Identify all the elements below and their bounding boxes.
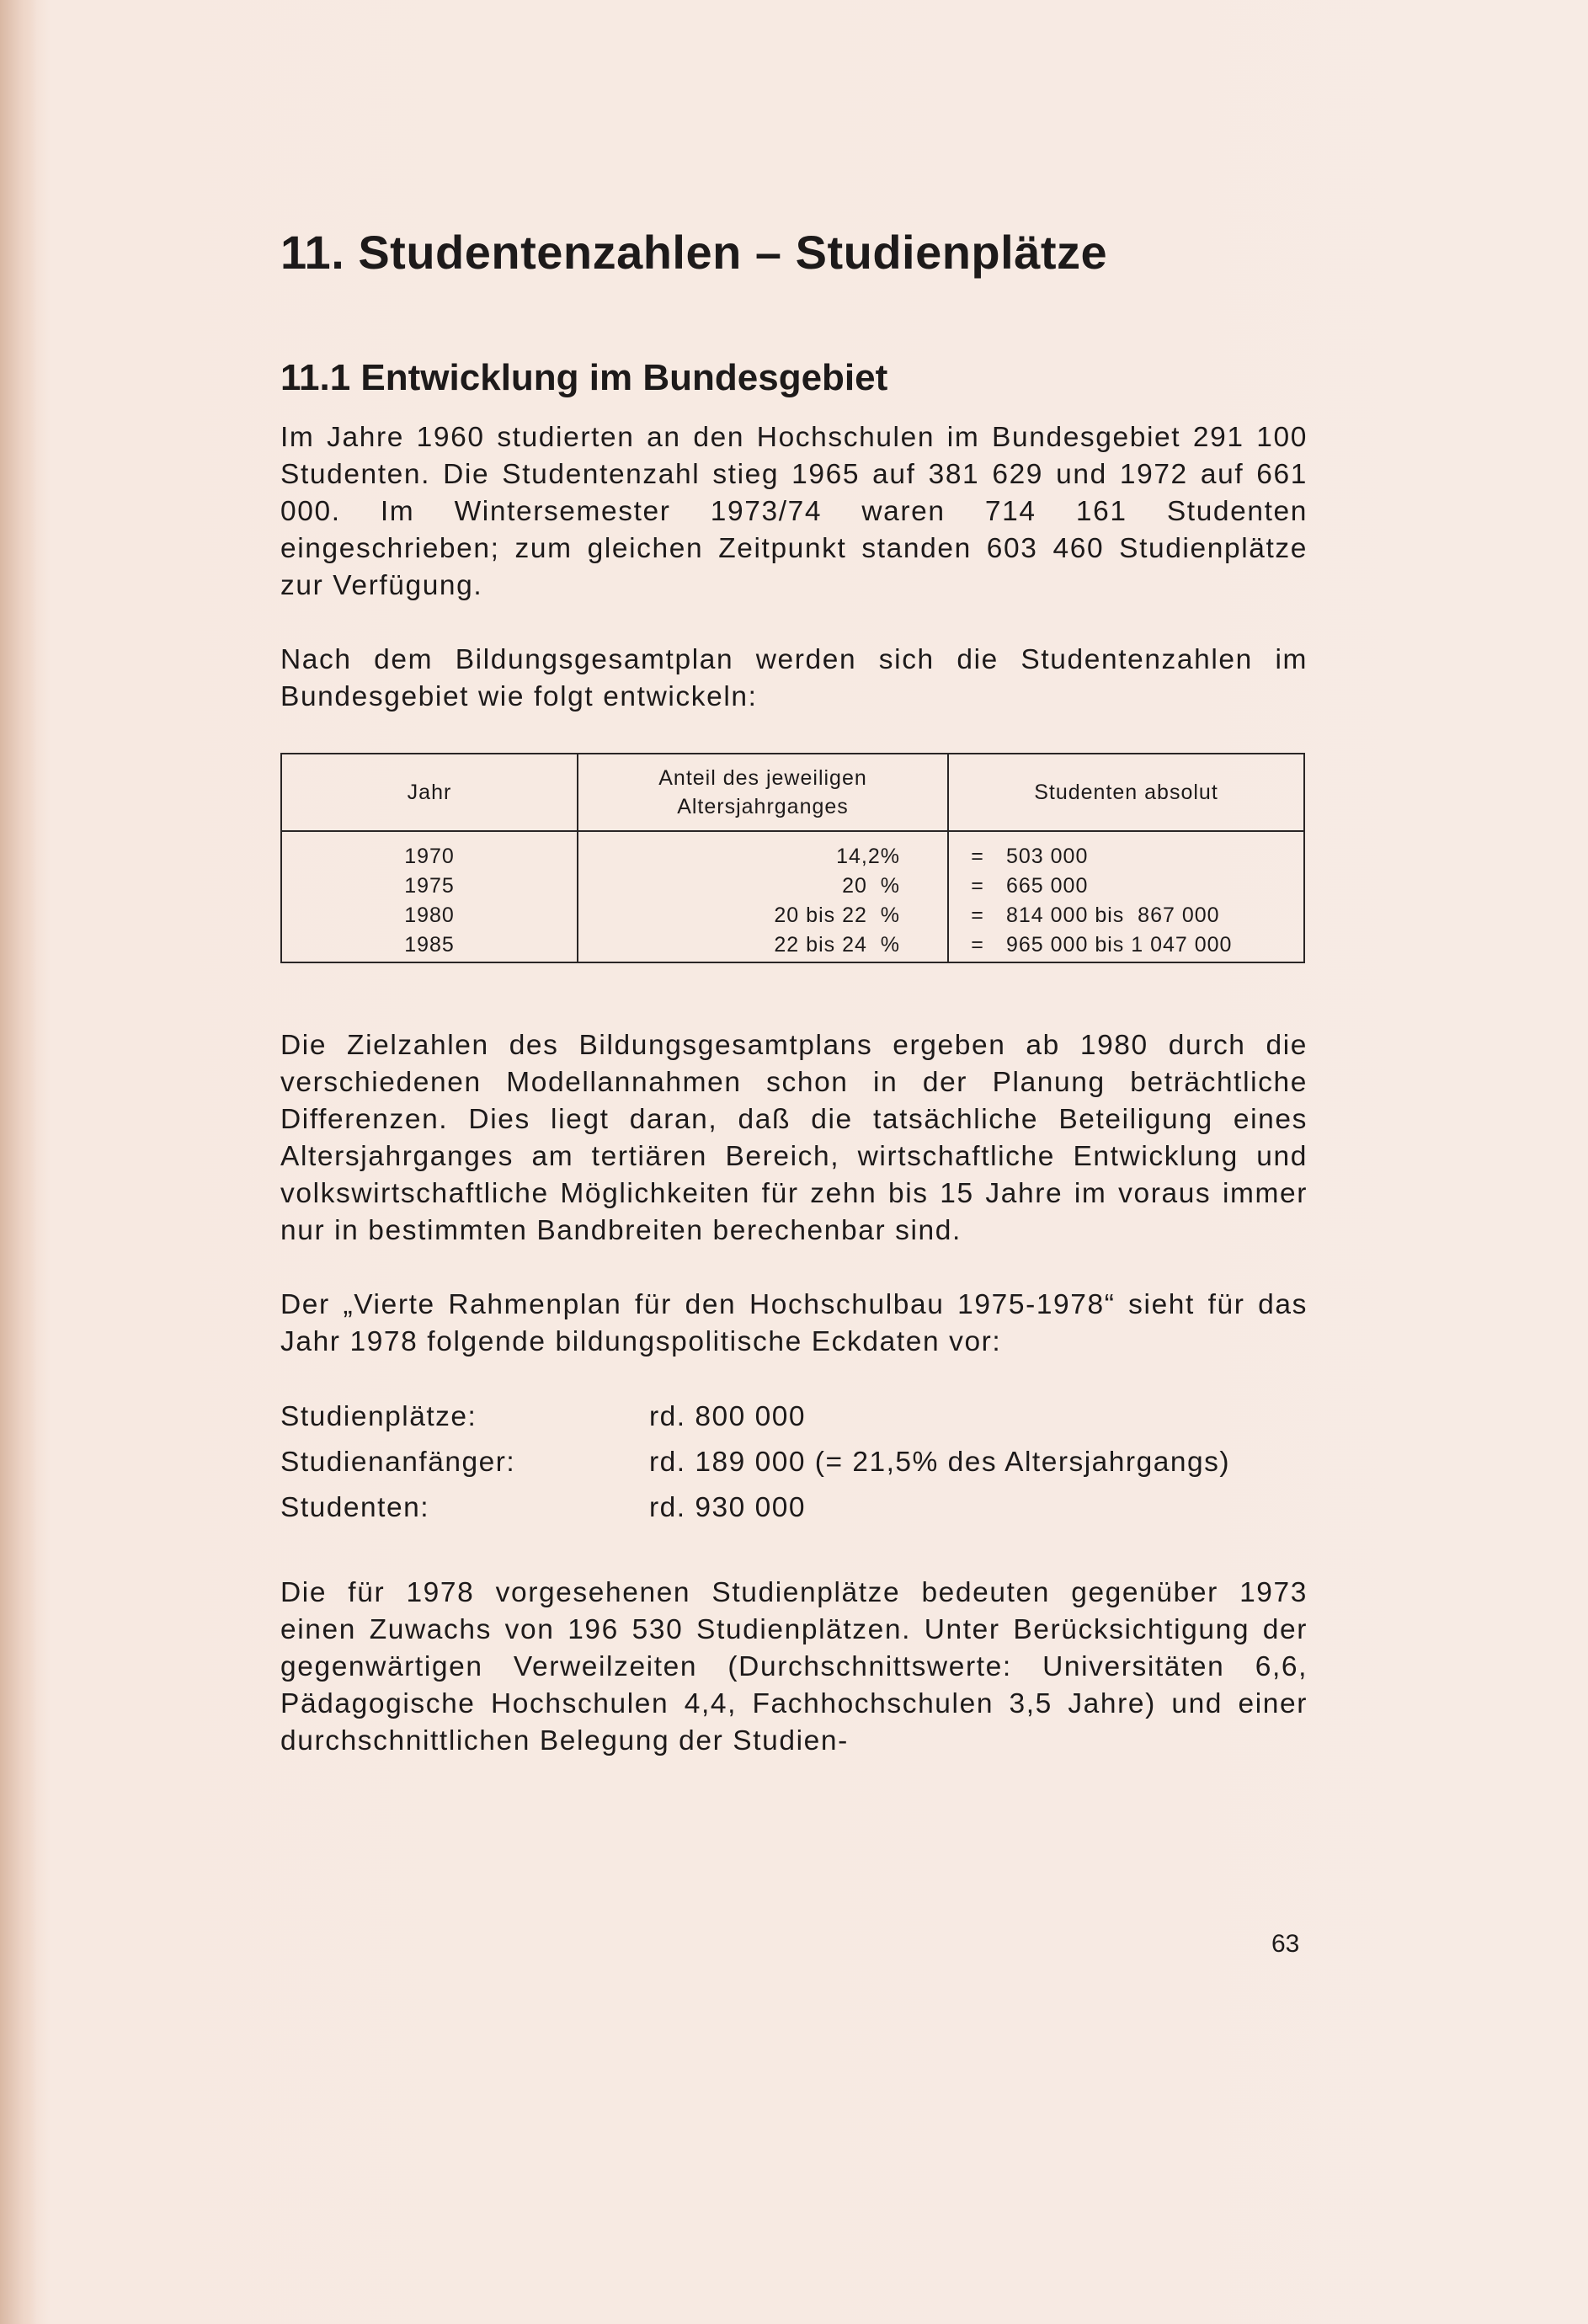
eckdaten-list [280,1394,1308,1531]
eckdaten-value: rd. 189 000 (= 21,5% des Altersjahrgangs) [649,1447,1231,1478]
student-projection-table [280,753,1305,963]
eckdaten-label: Studenten: [280,1492,430,1523]
eckdaten-label: Studienanfänger: [280,1447,516,1478]
cell-year: 1970 [281,831,578,872]
cell-absolute: = 503 000 [948,831,1304,872]
table-row [281,930,1304,962]
header-share-line2: Altersjahrganges [677,795,849,818]
eckdaten-label: Studienplätze: [280,1401,477,1432]
cell-year: 1975 [281,872,578,901]
page-content [280,219,1308,1760]
cell-share: 20 % [578,872,948,901]
cell-share: 22 bis 24 % [578,930,948,962]
paragraph-plan-intro: Nach dem Bildungsgesamtplan werden sich die Studentenzahlen im Bundesgebiet wie folgt entwickeln: [280,644,1308,712]
table-header-row [281,754,1304,831]
paragraph-rahmenplan: Der „Vierte Rahmenplan für den Hochschulbau 1975-1978“ sieht für das Jahr 1978 folgende bildungspolitische Eckdaten vor: [280,1289,1308,1357]
header-year: Jahr [281,754,578,831]
paragraph-student-history: Im Jahre 1960 studierten an den Hochschulen im Bundesgebiet 291 100 Studenten. Die Studentenzahl stieg 1965 auf 381 629 und 1972 auf 661 000. Im Wintersemester 1973/74 waren 714 161 Studenten eingeschrieben; zum gleichen Zeitpunkt standen 603 460 Studienplätze zur Verfügung. [280,422,1308,601]
eckdaten-value: rd. 800 000 [649,1401,806,1432]
eckdaten-value: rd. 930 000 [649,1492,806,1523]
table-row [281,831,1304,872]
page-number: 63 [1271,1930,1300,1958]
paragraph-growth: Die für 1978 vorgesehenen Studienplätze bedeuten gegenüber 1973 einen Zuwachs von 196 530 Studienplätzen. Unter Berücksichtigung der gegenwärtigen Verweilzeiten (Durchschnittswerte: Universitäten 6,6, Pädagogische Hochschulen 4,4, Fachhochschulen 3,5 Jahre) und einer durchschnittlichen Belegung der Studien- [280,1577,1308,1756]
page-binding-shadow [0,0,37,2324]
list-item [280,1440,1308,1485]
cell-absolute: = 965 000 bis 1 047 000 [948,930,1304,962]
cell-year: 1980 [281,901,578,930]
list-item [280,1485,1308,1531]
paragraph-target-figures: Die Zielzahlen des Bildungsgesamtplans ergeben ab 1980 durch die verschiedenen Modellannahmen schon in der Planung beträchtliche Differenzen. Dies liegt daran, daß die tatsächliche Beteiligung eines Altersjahrganges am tertiären Bereich, wirtschaftliche Entwicklung und volkswirtschaftliche Möglichkeiten für zehn bis 15 Jahre im voraus immer nur in bestimmten Bandbreiten berechenbar sind. [280,1030,1308,1246]
header-share-line1: Anteil des jeweiligen [658,766,867,790]
list-item [280,1394,1308,1440]
cell-year: 1985 [281,930,578,962]
header-absolute: Studenten absolut [948,754,1304,831]
table-row [281,901,1304,930]
chapter-title: 11. Studentenzahlen – Studienplätze [280,226,1108,279]
cell-absolute: = 814 000 bis 867 000 [948,901,1304,930]
header-share [578,754,948,831]
cell-share: 20 bis 22 % [578,901,948,930]
cell-absolute: = 665 000 [948,872,1304,901]
table-row [281,872,1304,901]
section-title: 11.1 Entwicklung im Bundesgebiet [280,357,888,398]
cell-share: 14,2% [578,831,948,872]
